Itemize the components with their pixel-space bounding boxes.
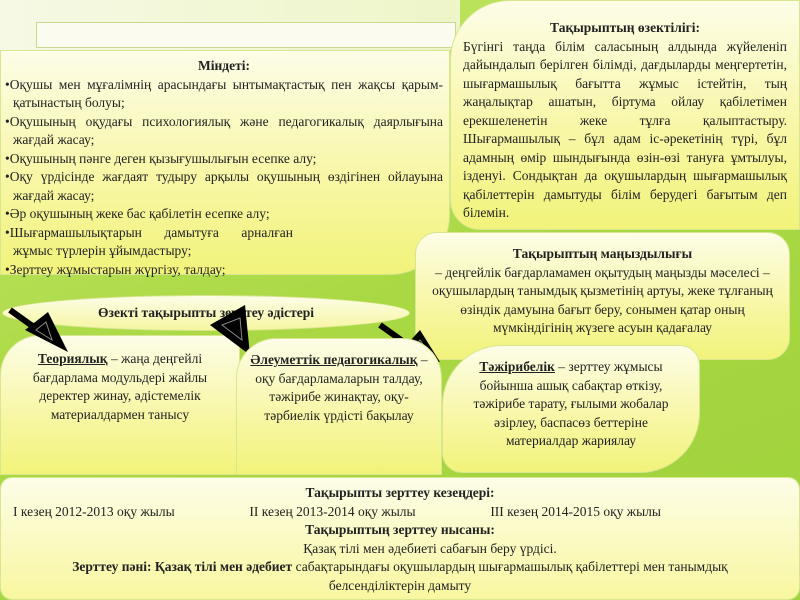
method-name: Әлеуметтік педагогикалық [250, 352, 418, 367]
stages-title: Тақырыпты зерттеу кезеңдері: [305, 485, 495, 500]
stages-box [0, 477, 800, 600]
object-text: Қазақ тілі мен әдебиеті сабағын беру үрдісі. [303, 540, 557, 556]
method-text: – оқу бағдарламаларын талдау, тәжірибе жинақтау, оқу-тәрбиелік үрдісті бақылау [255, 352, 428, 423]
tasks-title: Міндеті: [198, 58, 250, 73]
subject-text: сабақтарындағы оқушылардың шығармашылық қабілеттері мен танымдық белсенділіктерін дамыту [295, 559, 728, 593]
subject-label: Зерттеу пәні: [72, 559, 152, 574]
arrow-icon [10, 310, 68, 352]
relevance-title: Тақырыптың өзектілігі: [550, 20, 700, 35]
task-item: • Әр оқушының жеке бас қабілетін есепке алу; [5, 205, 443, 224]
task-item: • Шығармашылықтарын дамытуға арналған жұмыс түрлерін ұйымдастыру; [5, 224, 443, 261]
task-item: • Оқу үрдісінде жағдаят тудыру арқылы оқушының өздігінен ойлауына жағдай жасау; [5, 168, 443, 205]
subject-bold: Қазақ тілі мен әдебиет [154, 559, 293, 574]
arrow-icon [210, 305, 250, 355]
task-item: • Зерттеу жұмыстарын жүргізу, талдау; [5, 261, 443, 280]
method-name: Тәжірибелік [479, 359, 555, 374]
relevance-text: Бүгінгі таңда білім саласының алдында жүйеленіп дайындалып берілген білімді, дағдыларды меңгертетін, шығармашылық бағытта жұмыс істейтін, тың жаңалықтар ашатын, біртума ойлау қабілетімен ерекшеленетін жеке тұлға қалыптастыру. Шығармашылық – бұл адам іс-әрекетінің түрі, бұл адамның өмір шындығында өзін-өзі тануға ұмтылуы, ізденуі. Сондықтан да оқушылардың шығармашылық қабілеттерін дамытуды білім берудегі бағытым деп білемін. [463, 38, 787, 220]
task-item: • Оқушы мен мұғалімнің арасындағы ынтымақтастық пен жақсы қарым-қатынастың болуы; [5, 76, 443, 113]
methods-title: Өзекті тақырыпты зерттеу әдістері [98, 305, 314, 320]
significance-title: Тақырыптың маңыздылығы [512, 246, 693, 261]
object-title: Тақырыптың зерттеу нысаны: [305, 522, 495, 537]
task-item: • Оқушының оқудағы психологиялық және педагогикалық даярлығына жағдай жасау; [5, 113, 443, 150]
stage-item: ІІ кезең 2013-2014 оқу жылы [249, 503, 416, 519]
task-item: • Оқушының пәнге деген қызығушылығын есепке алу; [5, 150, 443, 169]
stage-item: І кезең 2012-2013 оқу жылы [13, 503, 175, 519]
stage-item: ІІІ кезең 2014-2015 оқу жылы [490, 503, 661, 519]
method-text: – жаңа деңгейлі бағдарлама модульдері жайлы деректер жинау, әдістемелік материалдармен танысу [32, 351, 208, 422]
method-text: – зерттеу жұмысы бойынша ашық сабақтар өткізу, тәжірибе тарату, ғылыми жобалар әзірлеу, баспасөз беттеріне материалдар жариялау [473, 359, 669, 448]
significance-text: – деңгейлік бағдарламамен оқытудың маңызды мәселесі – оқушылардың танымдық қызметінің артуы, жеке тұлғаның өзіндік дамуына бағыт беру, сонымен қатар оның мүмкіндігінің жүзеге асуын қадағалау [432, 264, 773, 335]
method-name: Теориялық [37, 351, 108, 366]
method-social-pedagogical [236, 338, 442, 475]
